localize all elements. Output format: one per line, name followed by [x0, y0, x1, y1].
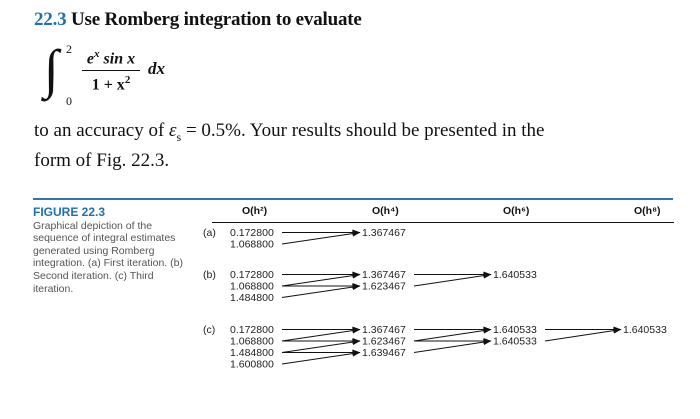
estimate-arrow: [282, 233, 360, 245]
tableau-value: 0.172800: [230, 324, 274, 336]
tableau-value: 1.623467: [362, 335, 406, 348]
estimate-arrow: [282, 341, 360, 353]
tableau-value: 1.639467: [362, 347, 406, 359]
estimate-arrow: [414, 275, 491, 287]
column-header-oh2: O(h²): [242, 205, 268, 217]
figure-title: FIGURE 22.3: [33, 205, 106, 219]
problem-title: Use Romberg integration to evaluate: [71, 9, 362, 30]
column-header-oh8: O(h⁸): [634, 205, 661, 217]
tableau-value: 0.172800: [230, 227, 274, 239]
instructions-line-2: form of Fig. 22.3.: [34, 149, 170, 171]
tableau-value: 1.600800: [230, 358, 274, 371]
tableau-value: 1.367467: [362, 269, 406, 281]
integrand-denominator: $1 + x^2$: [91, 74, 131, 94]
instructions-line-1: to an accuracy of $\varepsilon_s = 0.5\%$. Your results should be presented in the: [34, 120, 545, 144]
figure-caption-text: Graphical depiction of the sequence of integral estimates generated using Romberg integration. (a) First iteration. (b) Second iteration. (c) Third iteration.: [33, 219, 183, 295]
tableau-value: 1.640533: [493, 324, 537, 336]
tableau-value: 1.623467: [362, 280, 406, 293]
lower-limit: 0: [66, 94, 72, 108]
estimate-arrow: [282, 286, 360, 298]
tableau-value: 1.068800: [230, 335, 274, 348]
differential: dx: [148, 59, 165, 78]
column-header-oh4: O(h⁴): [372, 205, 399, 217]
tableau-value: 1.484800: [230, 292, 274, 304]
tableau-value: 1.640533: [493, 335, 537, 348]
estimate-arrow: [414, 330, 491, 342]
part-label: (c): [203, 324, 216, 336]
estimate-arrow: [282, 353, 360, 365]
part-label: (a): [203, 227, 216, 239]
tableau-value: 1.640533: [623, 324, 667, 336]
tableau-value: 1.068800: [230, 238, 274, 251]
tableau-value: 1.367467: [362, 227, 406, 239]
integrand-numerator: $e^x$ sin x: [86, 48, 136, 68]
tableau-value: 0.172800: [230, 269, 274, 281]
upper-limit: 2: [66, 42, 72, 56]
column-header-oh6: O(h⁶): [503, 205, 530, 217]
estimate-arrow: [282, 330, 360, 342]
integral-sign: ∫: [44, 39, 59, 99]
tableau-value: 1.640533: [493, 269, 537, 281]
problem-number: 22.3: [34, 9, 67, 30]
estimate-arrow: [414, 341, 491, 353]
estimate-arrow: [282, 275, 360, 287]
tableau-value: 1.484800: [230, 347, 274, 359]
tableau-value: 1.367467: [362, 324, 406, 336]
tableau-value: 1.068800: [230, 280, 274, 293]
estimate-arrow: [545, 330, 621, 342]
part-label: (b): [203, 269, 216, 281]
